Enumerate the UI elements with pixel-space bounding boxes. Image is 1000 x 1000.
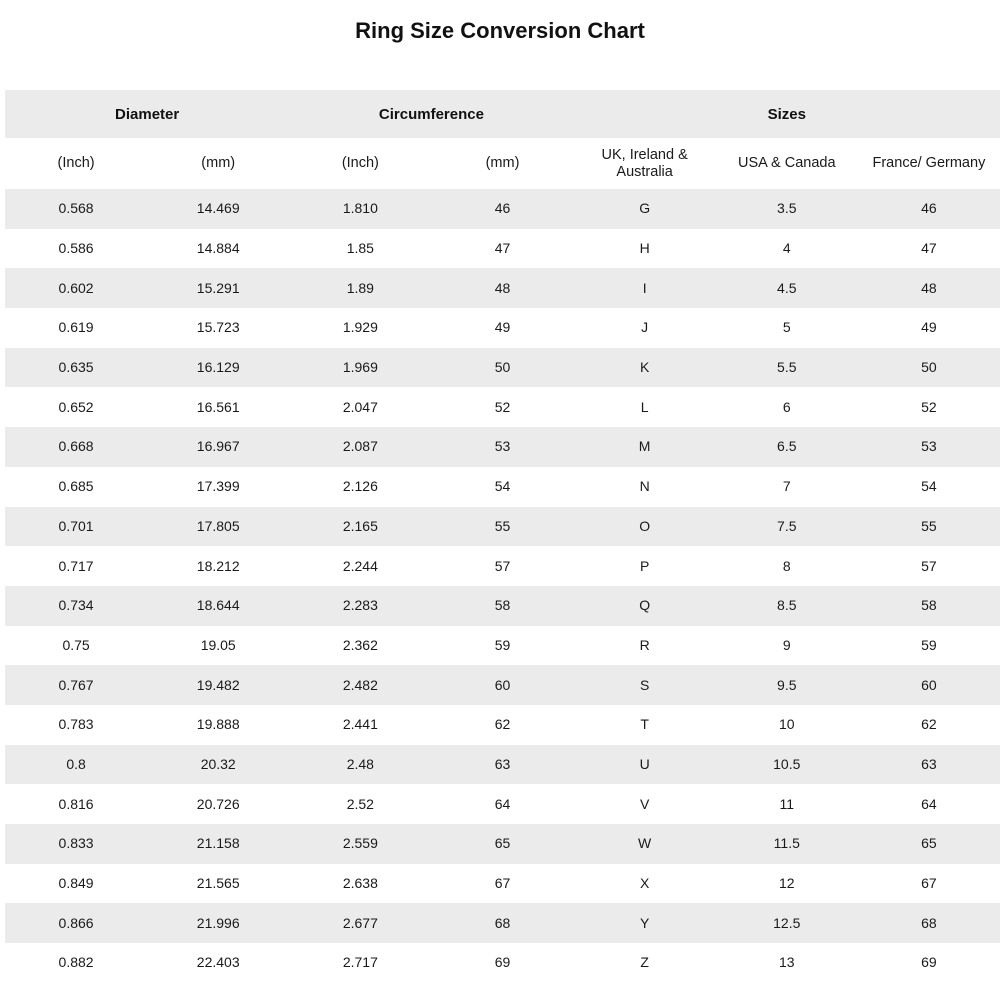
table-cell: 2.047: [342, 398, 378, 415]
table-cell: 2.52: [346, 795, 374, 812]
table-row: [5, 705, 1000, 745]
table-cell: 0.685: [58, 478, 94, 495]
table-cell: 64: [921, 795, 937, 812]
column-header-usa-canada: USA & Canada: [738, 155, 836, 171]
table-cell: 47: [921, 240, 937, 257]
table-cell: 59: [494, 636, 511, 653]
table-cell: O: [639, 517, 651, 534]
table-cell: 19.888: [196, 716, 240, 733]
table-cell: 0.882: [58, 954, 94, 971]
table-cell: 67: [494, 875, 511, 892]
table-cell: 2.48: [346, 755, 374, 772]
table-cell: 0.586: [58, 240, 94, 257]
table-cell: 58: [494, 597, 511, 614]
table-cell: 1.929: [342, 319, 378, 336]
table-cell: 21.565: [196, 875, 240, 892]
table-cell: 68: [921, 914, 937, 931]
table-row: [5, 268, 1000, 308]
title-area: [0, 0, 1000, 90]
table-cell: 65: [494, 835, 511, 852]
table-cell: 11.5: [773, 835, 800, 852]
table-cell: 0.833: [58, 835, 94, 852]
table-cell: 0.866: [58, 914, 94, 931]
table-cell: 2.717: [342, 954, 378, 971]
table-cell: 2.559: [342, 835, 378, 852]
table-cell: 2.362: [342, 636, 378, 653]
table-row: [5, 943, 1000, 983]
table-cell: W: [638, 835, 652, 852]
table-cell: 7: [782, 478, 791, 495]
table-cell: 7.5: [777, 517, 797, 534]
table-cell: 0.619: [58, 319, 94, 336]
table-cell: Z: [640, 954, 649, 971]
column-header-diameter-inch: (Inch): [57, 155, 95, 171]
table-cell: 69: [921, 954, 937, 971]
column-header-circumference-mm: (mm): [485, 155, 520, 171]
table-row: [5, 229, 1000, 269]
table-cell: 0.701: [58, 517, 94, 534]
table-cell: K: [639, 359, 650, 376]
table-cell: 4: [782, 240, 791, 257]
table-cell: 64: [494, 795, 511, 812]
page-title: Ring Size Conversion Chart: [355, 18, 645, 43]
table-cell: 3.5: [777, 200, 797, 217]
table-cell: 8.5: [777, 597, 797, 614]
table-cell: 53: [494, 438, 511, 455]
table-cell: 2.244: [342, 557, 378, 574]
table-cell: 52: [921, 398, 937, 415]
table-cell: 63: [921, 755, 937, 772]
table-cell: 62: [921, 716, 937, 733]
table-cell: 1.89: [346, 279, 374, 296]
table-row: [5, 467, 1000, 507]
table-cell: 0.717: [58, 557, 94, 574]
table-cell: 67: [921, 875, 937, 892]
table-row: [5, 427, 1000, 467]
table-cell: 55: [921, 517, 937, 534]
table-row: [5, 348, 1000, 388]
table-row: [5, 784, 1000, 824]
table-cell: 17.399: [196, 478, 240, 495]
table-cell: 4.5: [777, 279, 797, 296]
table-cell: 59: [921, 636, 937, 653]
table-row: [5, 626, 1000, 666]
table-cell: 0.816: [58, 795, 94, 812]
table-cell: 0.602: [58, 279, 94, 296]
table-cell: 12: [778, 875, 795, 892]
table-cell: 57: [921, 557, 937, 574]
table-cell: 19.05: [200, 636, 236, 653]
table-cell: 0.668: [58, 438, 94, 455]
table-cell: 2.165: [342, 517, 378, 534]
table-row: [5, 507, 1000, 547]
table-cell: Q: [639, 597, 651, 614]
table-cell: 19.482: [196, 676, 240, 693]
table-row: [5, 665, 1000, 705]
table-cell: 0.75: [62, 636, 90, 653]
table-cell: 54: [494, 478, 511, 495]
table-cell: 2.126: [342, 478, 378, 495]
table-cell: 68: [494, 914, 511, 931]
table-cell: 46: [494, 200, 511, 217]
table-row: [5, 546, 1000, 586]
table-cell: G: [639, 200, 651, 217]
table-cell: 16.561: [196, 398, 240, 415]
table-cell: 2.441: [342, 716, 378, 733]
table-cell: 2.638: [342, 875, 378, 892]
table-cell: 60: [494, 676, 511, 693]
table-cell: 1.85: [346, 240, 374, 257]
table-row: [5, 745, 1000, 785]
table-cell: 15.723: [196, 319, 240, 336]
table-cell: 14.884: [196, 240, 240, 257]
table-cell: 0.8: [66, 755, 86, 772]
table-cell: 47: [494, 240, 511, 257]
table-cell: 0.734: [58, 597, 94, 614]
table-cell: 10.5: [773, 755, 801, 772]
table-cell: 12.5: [773, 914, 801, 931]
column-header-circumference-inch: (Inch): [341, 155, 379, 171]
table-cell: 50: [494, 359, 511, 376]
table-row: [5, 586, 1000, 626]
table-cell: 50: [921, 359, 937, 376]
table-row: [5, 387, 1000, 427]
table-cell: 21.996: [196, 914, 240, 931]
table-cell: 63: [494, 755, 511, 772]
table-cell: 48: [921, 279, 937, 296]
group-header-sizes: Sizes: [767, 105, 806, 123]
column-header-france-germany: France/ Germany: [872, 155, 986, 171]
table-body: [5, 189, 1000, 983]
table-cell: 6.5: [777, 438, 797, 455]
table-cell: M: [638, 438, 651, 455]
table-cell: 5.5: [777, 359, 797, 376]
table-cell: 49: [494, 319, 511, 336]
table-cell: 9.5: [777, 676, 797, 693]
table-cell: 57: [494, 557, 511, 574]
table-cell: 2.087: [342, 438, 378, 455]
table-cell: X: [639, 875, 650, 892]
table-cell: 58: [921, 597, 937, 614]
table-cell: 0.652: [58, 398, 94, 415]
table-cell: 9: [782, 636, 791, 653]
group-header-diameter: Diameter: [115, 105, 180, 123]
table-cell: 0.568: [58, 200, 94, 217]
group-header-circumference: Circumference: [378, 105, 484, 123]
table-group-header-row: [5, 90, 1000, 138]
table-cell: 8: [782, 557, 791, 574]
table-cell: 53: [921, 438, 937, 455]
table-row: [5, 308, 1000, 348]
table-row: [5, 189, 1000, 229]
ring-size-conversion-table: [5, 90, 1000, 983]
table-cell: 11: [779, 795, 795, 812]
table-cell: 14.469: [196, 200, 240, 217]
table-cell: 18.212: [196, 557, 240, 574]
table-cell: 20.32: [200, 755, 236, 772]
table-cell: 16.129: [196, 359, 240, 376]
table-cell: 2.482: [342, 676, 378, 693]
table-cell: 13: [778, 954, 795, 971]
table-cell: 55: [494, 517, 511, 534]
table-cell: 0.767: [58, 676, 94, 693]
table-cell: 69: [494, 954, 511, 971]
column-header-uk-ireland-australia: UK, Ireland & Australia: [601, 146, 688, 180]
table-cell: L: [640, 398, 649, 415]
table-cell: N: [639, 478, 650, 495]
table-column-header-row: [5, 138, 1000, 189]
column-header-diameter-mm: (mm): [201, 155, 236, 171]
table-cell: P: [639, 557, 650, 574]
table-row: [5, 864, 1000, 904]
table-cell: 46: [921, 200, 937, 217]
table-row: [5, 903, 1000, 943]
table-cell: J: [641, 319, 649, 336]
table-cell: 65: [921, 835, 937, 852]
table-cell: 22.403: [196, 954, 240, 971]
table-cell: S: [639, 676, 650, 693]
table-cell: U: [639, 755, 650, 772]
table-cell: 1.810: [342, 200, 378, 217]
table-cell: 18.644: [196, 597, 240, 614]
table-cell: 60: [921, 676, 937, 693]
table-cell: 20.726: [196, 795, 240, 812]
table-cell: 2.677: [342, 914, 378, 931]
table-cell: 62: [494, 716, 511, 733]
table-cell: 54: [921, 478, 937, 495]
table-cell: T: [640, 716, 649, 733]
table-cell: 48: [494, 279, 511, 296]
table-cell: 21.158: [196, 835, 240, 852]
table-cell: I: [642, 279, 647, 296]
table-cell: 17.805: [196, 517, 240, 534]
table-cell: 2.283: [342, 597, 378, 614]
table-cell: 6: [782, 398, 791, 415]
table-cell: 52: [494, 398, 511, 415]
table-cell: 49: [921, 319, 937, 336]
table-cell: Y: [639, 914, 650, 931]
table-cell: 0.849: [58, 875, 94, 892]
table-cell: 1.969: [342, 359, 378, 376]
table-cell: 15.291: [196, 279, 240, 296]
table-cell: R: [639, 636, 650, 653]
table-cell: 0.783: [58, 716, 94, 733]
table-row: [5, 824, 1000, 864]
table-cell: 10: [778, 716, 795, 733]
table-cell: 16.967: [196, 438, 240, 455]
table-cell: 0.635: [58, 359, 94, 376]
table-cell: V: [639, 795, 650, 812]
table-cell: H: [639, 240, 650, 257]
table-cell: 5: [782, 319, 791, 336]
